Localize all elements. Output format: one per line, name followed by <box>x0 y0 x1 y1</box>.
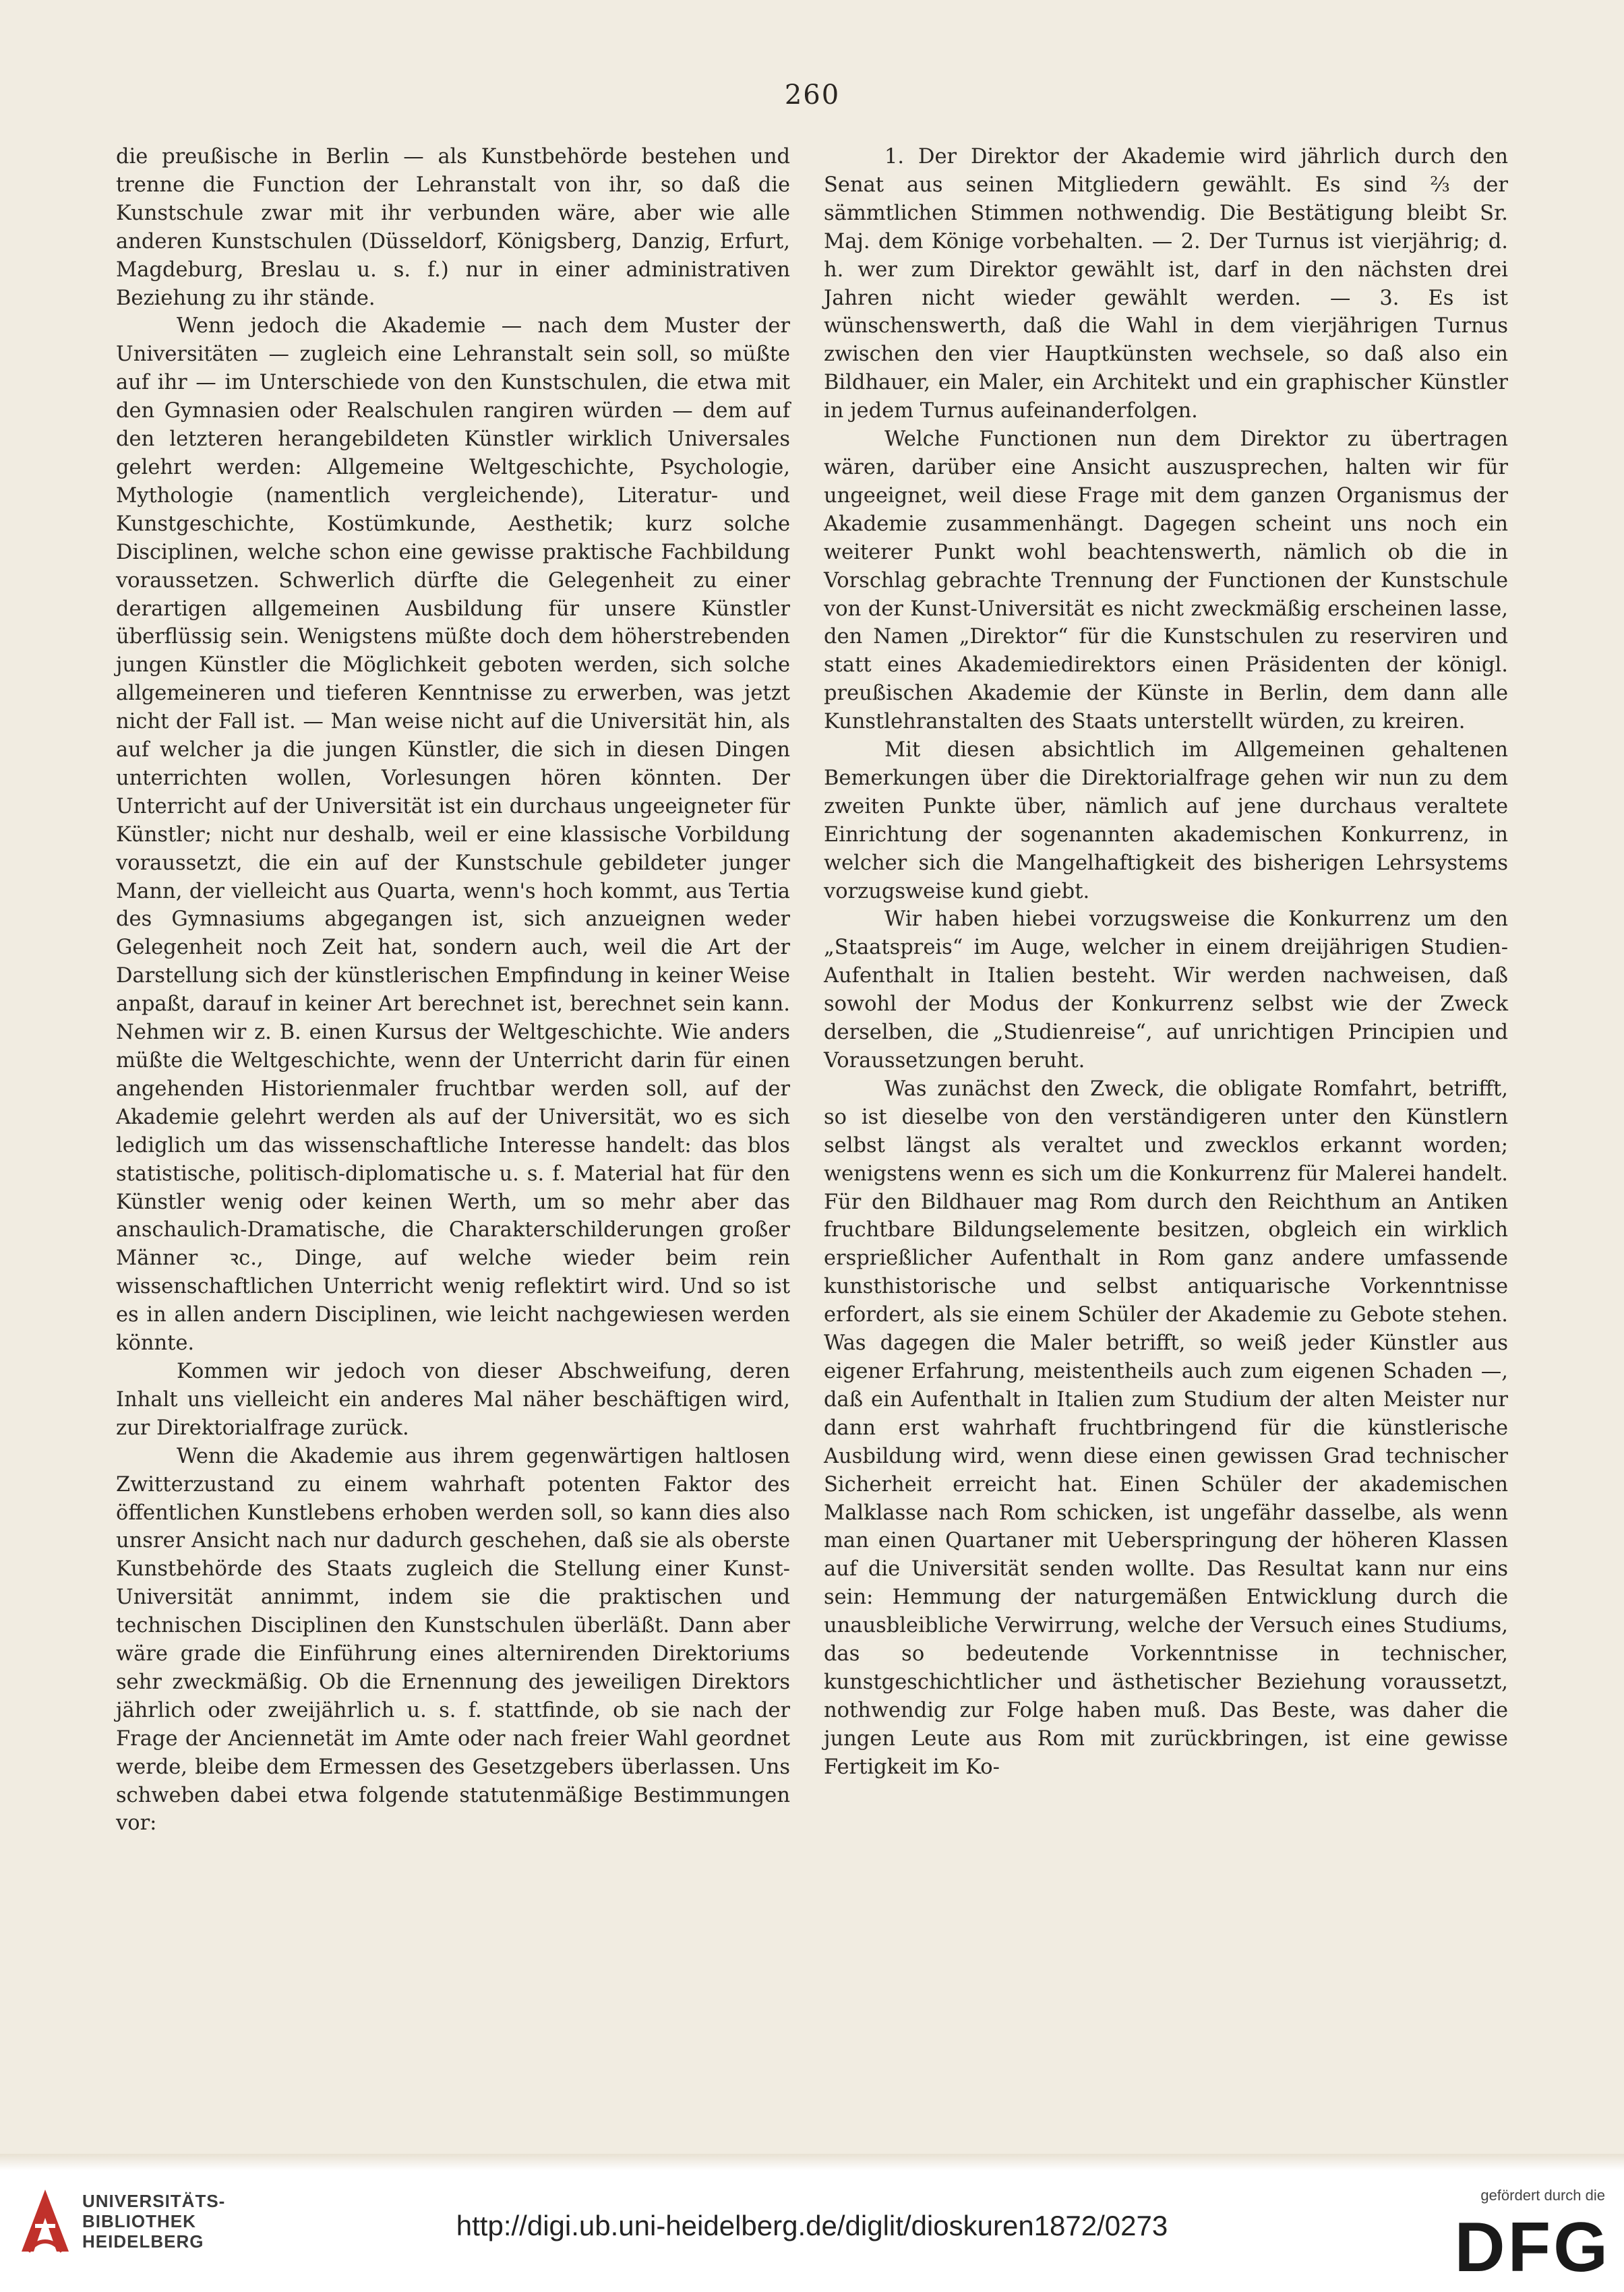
library-name-line: UNIVERSITÄTS- <box>82 2191 226 2211</box>
paragraph: Welche Functionen nun dem Direktor zu übertragen wären, darüber eine Ansicht auszusprechen, halten wir für ungeeignet, weil diese Frage mit dem ganzen Organismus der Akademie zusammenhängt. Dagegen scheint uns noch ein weiterer Punkt wohl beachtenswerth, nämlich ob die in Vorschlag gebrachte Trennung der Functionen der Kunstschule von der Kunst-Universität es nicht zweckmäßig erscheinen lasse, den Namen „Direktor“ für die Kunstschulen zu reserviren und statt eines Akademiedirektors einen Präsidenten der königl. preußischen Akademie der Künste in Berlin, dem dann alle Kunstlehranstalten des Staats unterstellt würden, zu kreiren. <box>824 427 1508 734</box>
page-edge <box>0 2154 1624 2171</box>
right-column <box>824 143 1508 1782</box>
funding-note: gefördert durch die <box>1480 2187 1605 2204</box>
library-name-line: HEIDELBERG <box>82 2231 204 2252</box>
dfg-logo: DFG <box>1454 2208 1611 2287</box>
footer <box>0 2171 1624 2292</box>
paragraph: 1. Der Direktor der Akademie wird jährlich durch den Senat aus seinen Mitgliedern gewählt. Es sind ⅔ der sämmtlichen Stimmen nothwendig. Die Bestätigung bleibt Sr. Maj. dem Könige vorbehalten. — 2. Der Turnus ist vierjährig; d. h. wer zum Direktor gewählt ist, darf in den nächsten drei Jahren nicht wieder gewählt werden. — 3. Es ist wünschenswerth, daß die Wahl in dem vierjährigen Turnus zwischen den vier Hauptkünsten wechsele, so daß also ein Bildhauer, ein Maler, ein Architekt und ein graphischer Künstler in jedem Turnus aufeinanderfolgen. <box>824 145 1508 423</box>
paragraph: die preußische in Berlin — als Kunstbehörde bestehen und trenne die Function der Lehranstalt von ihr, so daß die Kunstschule zwar mit ihr verbunden wäre, aber wie alle anderen Kunstschulen (Düsseldorf, Königsberg, Danzig, Erfurt, Magdeburg, Breslau u. s. f.) nur in einer administrativen Beziehung zu ihr stände. <box>116 145 790 310</box>
paragraph: Was zunächst den Zweck, die obligate Romfahrt, betrifft, so ist dieselbe von den verständigeren unter den Künstlern selbst längst als veraltet und zwecklos erkannt worden; wenigstens wenn es sich um die Konkurrenz für Malerei handelt. Für den Bildhauer mag Rom durch den Reichthum an Antiken fruchtbare Bildungselemente besitzen, obgleich ein wirklich ersprießlicher Aufenthalt in Rom ganz andere umfassende kunsthistorische und selbst antiquarische Vorkenntnisse erfordert, als sie einem Schüler der Akademie zu Gebote stehen. Was dagegen die Maler betrifft, so weiß jeder Künstler aus eigener Erfahrung, meistentheils auch zum eigenen Schaden —, daß ein Aufenthalt in Italien zum Studium der alten Meister nur dann erst wahrhaft fruchtbringend für die künstlerische Ausbildung wird, wenn diese einen gewissen Grad technischer Sicherheit erreicht hat. Einen Schüler der akademischen Malklasse nach Rom schicken, ist ungefähr dasselbe, als wenn man einen Quartaner mit Ueberspringung der höheren Klassen auf die Universität senden wollte. Das Resultat kann nur eins sein: Hemmung der naturgemäßen Entwicklung durch die unausbleibliche Verwirrung, welche der Versuch eines Studiums, das so bedeutende Vorkenntnisse in technischer, kunstgeschichtlicher und ästhetischer Beziehung voraussetzt, nothwendig zur Folge haben muß. Das Beste, was daher die jungen Leute aus Rom mit zurückbringen, ist eine gewisse Fertigkeit im Ko- <box>824 1077 1508 1779</box>
paragraph: Wenn jedoch die Akademie — nach dem Muster der Universitäten — zugleich eine Lehranstalt sein soll, so müßte auf ihr — im Unterschiede von den Kunstschulen, die etwa mit den Gymnasien oder Realschulen rangiren würden — dem auf den letzteren herangebildeten Künstler wirklich Universales gelehrt werden: Allgemeine Weltgeschichte, Psychologie, Mythologie (namentlich vergleichende), Literatur- und Kunstgeschichte, Kostümkunde, Aesthetik; kurz solche Disciplinen, welche schon eine gewisse praktische Fachbildung voraussetzen. Schwerlich dürfte die Gelegenheit zu einer derartigen allgemeinen Ausbildung für unsere Künstler überflüssig sein. Wenigstens müßte doch dem höherstrebenden jungen Künstler die Möglichkeit geboten werden, sich solche allgemeineren und tieferen Kenntnisse zu erwerben, was jetzt nicht der Fall ist. — Man weise nicht auf die Universität hin, als auf welcher ja die jungen Künstler, die sich in diesen Dingen unterrichten wollen, Vorlesungen hören könnten. Der Unterricht auf der Universität ist ein durchaus ungeeigneter für Künstler; nicht nur deshalb, weil er eine klassische Vorbildung voraussetzt, die ein auf der Kunstschule gebildeter junger Mann, der vielleicht aus Quarta, wenn's hoch kommt, aus Tertia des Gymnasiums abgegangen ist, sich anzueignen weder Gelegenheit noch Zeit hat, sondern auch, weil die Art der Darstellung sich der künstlerischen Empfindung in keiner Weise anpaßt, darauf in keiner Art berechnet ist, berechnet sein kann. Nehmen wir z. B. einen Kursus der Weltgeschichte. Wie anders müßte die Weltgeschichte, wenn der Unterricht darin für einen angehenden Historienmaler fruchtbar werden soll, auf der Akademie gelehrt werden als auf der Universität, wo es sich lediglich um das wissenschaftliche Interesse handelt: das blos statistische, politisch-diplomatische u. s. f. Material hat für den Künstler wenig oder keinen Werth, um so mehr aber das anschaulich-Dramatische, die Charakterschilderungen großer Männer ꝛc., Dinge, auf welche wieder beim rein wissenschaftlichen Unterricht wenig reflektirt wird. Und so ist es in allen andern Disciplinen, wie leicht nachgewiesen werden könnte. <box>116 314 790 1356</box>
paragraph: Wir haben hiebei vorzugsweise die Konkurrenz um den „Staatspreis“ im Auge, welcher in einem dreijährigen Studien-Aufenthalt in Italien besteht. Wir werden nachweisen, daß sowohl der Modus der Konkurrenz selbst wie der Zweck derselben, die „Studienreise“, auf unrichtigen Principien und Voraussetzungen beruht. <box>824 907 1508 1073</box>
left-column <box>116 143 790 1838</box>
library-name-line: BIBLIOTHEK <box>82 2211 196 2231</box>
permalink-url[interactable]: http://digi.ub.uni-heidelberg.de/diglit/dioskuren1872/0273 <box>456 2210 1168 2241</box>
paragraph: Kommen wir jedoch von dieser Abschweifung, deren Inhalt uns vielleicht ein anderes Mal näher beschäftigen wird, zur Direktorialfrage zurück. <box>116 1359 790 1440</box>
paragraph: Wenn die Akademie aus ihrem gegenwärtigen haltlosen Zwitterzustand zu einem wahrhaft potenten Faktor des öffentlichen Kunstlebens erhoben werden soll, so kann dies also unsrer Ansicht nach nur dadurch geschehen, daß sie als oberste Kunstbehörde des Staats zugleich die Stellung einer Kunst-Universität annimmt, indem sie die praktischen und technischen Disciplinen den Kunstschulen überläßt. Dann aber wäre grade die Einführung eines alternirenden Direktoriums sehr zweckmäßig. Ob die Ernennung des jeweiligen Direktors jährlich oder zweijährlich u. s. f. stattfinde, ob sie nach der Frage der Anciennetät im Amte oder nach freier Wahl geordnet werde, bleibe dem Ermessen des Gesetzgebers überlassen. Uns schweben dabei etwa folgende statutenmäßige Bestimmungen vor: <box>116 1444 790 1836</box>
paragraph: Mit diesen absichtlich im Allgemeinen gehaltenen Bemerkungen über die Direktorialfrage gehen wir nun zu dem zweiten Punkte über, nämlich auf jene durchaus veraltete Einrichtung der sogenannten akademischen Konkurrenz, in welcher sich die Mangelhaftigkeit des bisherigen Lehrsystems vorzugsweise kund giebt. <box>824 738 1508 903</box>
page-number: 260 <box>784 80 841 111</box>
